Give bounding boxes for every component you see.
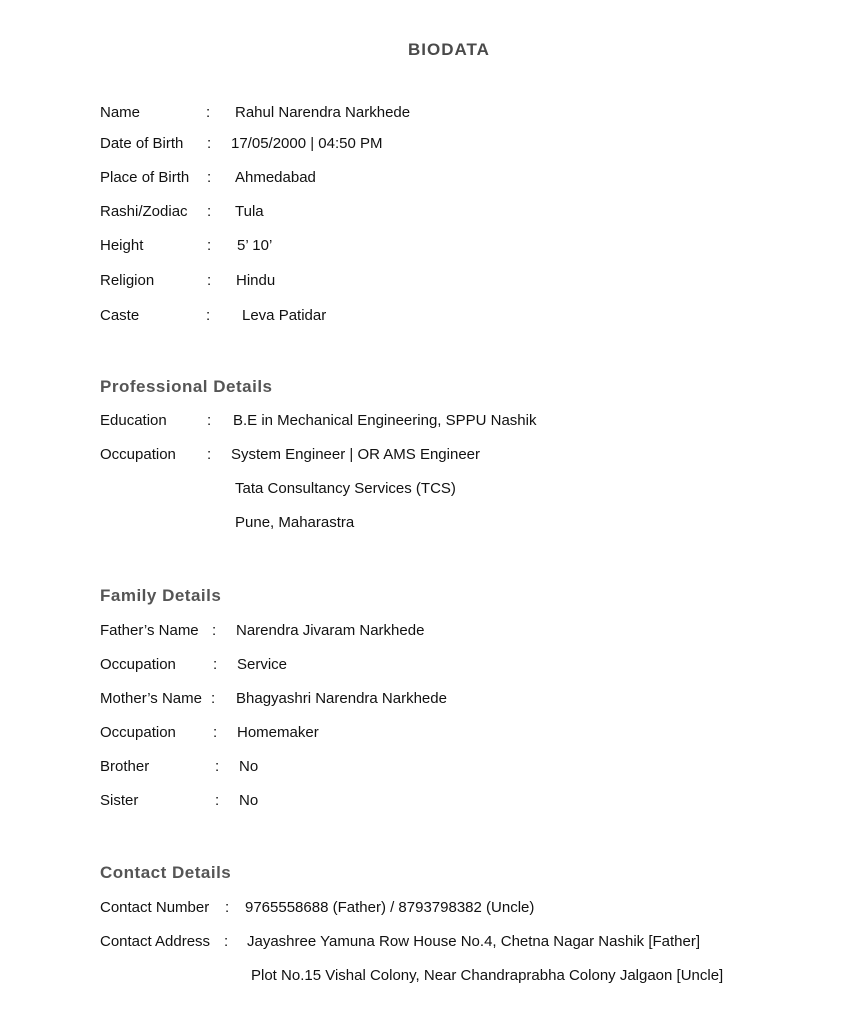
field-value: Tula <box>235 203 264 220</box>
field-separator: : <box>211 690 216 707</box>
field-value: Rahul Narendra Narkhede <box>235 104 411 121</box>
field-value: No <box>239 758 259 775</box>
field-value: No <box>239 792 259 809</box>
field-separator: : <box>213 724 218 741</box>
field-label: Date of Birth <box>100 135 184 152</box>
field-separator: : <box>206 104 211 121</box>
professional-heading: Professional Details <box>100 377 273 396</box>
field-separator: : <box>213 656 218 673</box>
occupation-company: Tata Consultancy Services (TCS) <box>235 480 456 497</box>
field-separator: : <box>206 307 211 324</box>
field-label: Height <box>100 237 144 254</box>
field-value: Homemaker <box>237 724 319 741</box>
field-separator: : <box>215 758 220 775</box>
field-value: Jayashree Yamuna Row House No.4, Chetna Nagar Nashik [Father] <box>247 933 701 950</box>
field-value: Ahmedabad <box>235 169 316 186</box>
field-value: 17/05/2000 | 04:50 PM <box>231 135 383 152</box>
field-label: Contact Address <box>100 933 211 950</box>
field-separator: : <box>207 169 212 186</box>
field-value: Service <box>237 656 288 673</box>
field-value: Bhagyashri Narendra Narkhede <box>236 690 447 707</box>
field-separator: : <box>225 899 230 916</box>
field-separator: : <box>207 135 212 152</box>
field-separator: : <box>207 272 212 289</box>
field-label: Religion <box>100 272 155 289</box>
field-value: Hindu <box>236 272 276 289</box>
field-label: Sister <box>100 792 139 809</box>
field-separator: : <box>207 237 212 254</box>
field-value: 9765558688 (Father) / 8793798382 (Uncle) <box>245 899 535 916</box>
field-label: Education <box>100 412 167 429</box>
field-value: System Engineer | OR AMS Engineer <box>231 446 481 463</box>
field-label: Rashi/Zodiac <box>100 203 188 220</box>
field-value: Leva Patidar <box>242 307 327 324</box>
field-value: B.E in Mechanical Engineering, SPPU Nashik <box>233 412 537 429</box>
field-label: Contact Number <box>100 899 210 916</box>
contact-heading: Contact Details <box>100 863 232 882</box>
field-label: Place of Birth <box>100 169 190 186</box>
field-label: Father’s Name <box>100 622 199 639</box>
field-separator: : <box>207 203 212 220</box>
family-heading: Family Details <box>100 586 222 605</box>
field-separator: : <box>207 412 212 429</box>
field-label: Occupation <box>100 724 176 741</box>
field-label: Name <box>100 104 141 121</box>
field-separator: : <box>212 622 217 639</box>
field-separator: : <box>224 933 229 950</box>
field-label: Brother <box>100 758 150 775</box>
page-title: BIODATA <box>408 40 490 59</box>
occupation-location: Pune, Maharastra <box>235 514 355 531</box>
field-label: Occupation <box>100 656 176 673</box>
contact-address-uncle: Plot No.15 Vishal Colony, Near Chandraprabha Colony Jalgaon [Uncle] <box>251 967 724 984</box>
field-value: 5’ 10’ <box>237 237 273 254</box>
field-label: Occupation <box>100 446 176 463</box>
field-label: Mother’s Name <box>100 690 202 707</box>
field-label: Caste <box>100 307 140 324</box>
field-separator: : <box>207 446 212 463</box>
field-separator: : <box>215 792 220 809</box>
field-value: Narendra Jivaram Narkhede <box>236 622 425 639</box>
